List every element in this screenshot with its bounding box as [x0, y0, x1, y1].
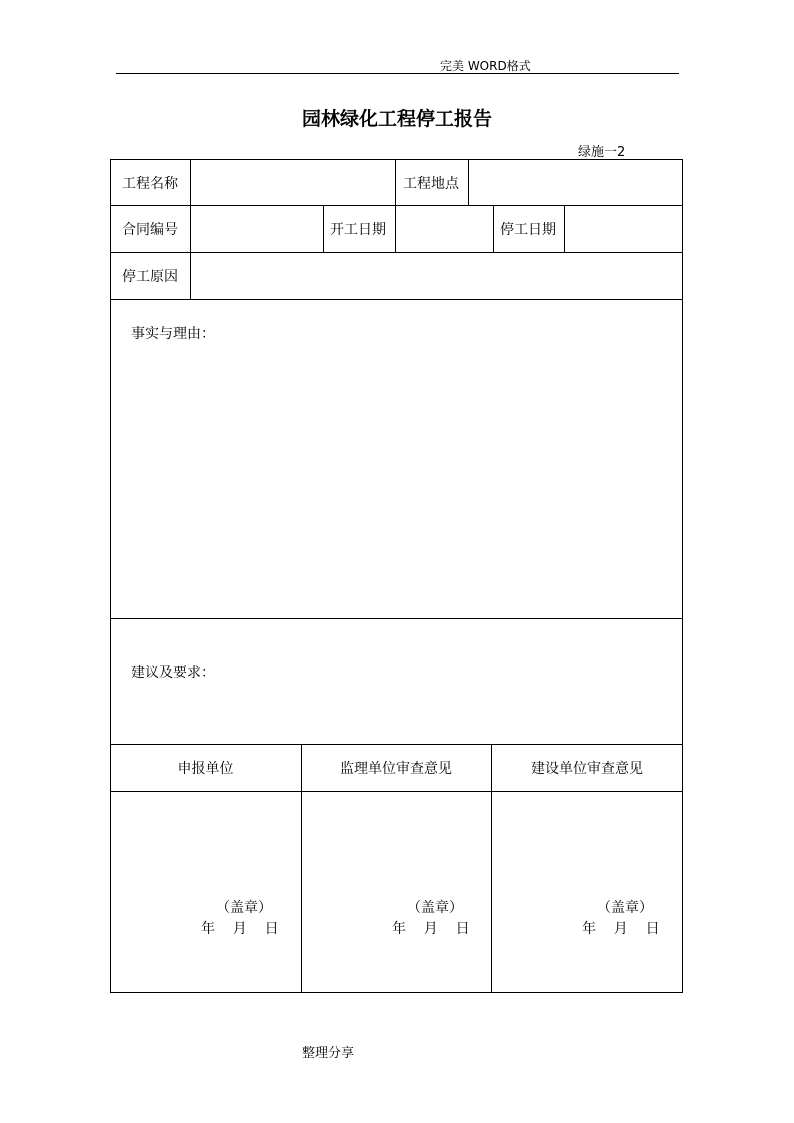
applicant-seal-label: （盖章） [216, 900, 272, 916]
supervisor-date-label: 年 月 日 [392, 921, 470, 937]
stop-reason-label: 停工原因 [122, 269, 178, 285]
form-code: 绿施一2 [578, 145, 626, 160]
project-location-field[interactable] [469, 160, 682, 205]
stop-date-field[interactable] [565, 206, 682, 252]
page-footer-text: 整理分享 [302, 1046, 355, 1061]
contract-no-label: 合同编号 [122, 222, 178, 238]
owner-seal-label: （盖章） [597, 900, 653, 916]
supervisor-seal-label: （盖章） [407, 900, 463, 916]
document-title: 园林绿化工程停工报告 [301, 108, 492, 130]
page-header-text: 完美 WORD格式 [440, 59, 531, 73]
applicant-date-label: 年 月 日 [201, 921, 279, 937]
stop-reason-field[interactable] [191, 253, 682, 299]
suggestions-label: 建议及要求： [131, 665, 215, 681]
contract-no-field[interactable] [191, 206, 323, 252]
project-name-label: 工程名称 [122, 175, 178, 192]
supervisor-heading: 监理单位审查意见 [340, 760, 452, 777]
owner-date-label: 年 月 日 [582, 921, 660, 937]
suggestions-field[interactable] [111, 685, 682, 743]
row-divider [110, 299, 683, 300]
col-divider [395, 159, 396, 206]
facts-label: 事实与理由： [131, 326, 215, 342]
col-divider [323, 205, 324, 253]
stop-date-label: 停工日期 [500, 222, 556, 238]
owner-heading: 建设单位审查意见 [531, 760, 643, 777]
project-name-field[interactable] [191, 160, 395, 205]
col-divider [493, 205, 494, 253]
project-location-label: 工程地点 [403, 175, 459, 192]
applicant-heading: 申报单位 [177, 760, 234, 777]
row-divider [110, 618, 683, 619]
row-divider [110, 791, 683, 792]
start-date-field[interactable] [396, 206, 493, 252]
page-header-rule [116, 73, 679, 74]
start-date-label: 开工日期 [330, 222, 386, 238]
facts-field[interactable] [111, 345, 682, 617]
